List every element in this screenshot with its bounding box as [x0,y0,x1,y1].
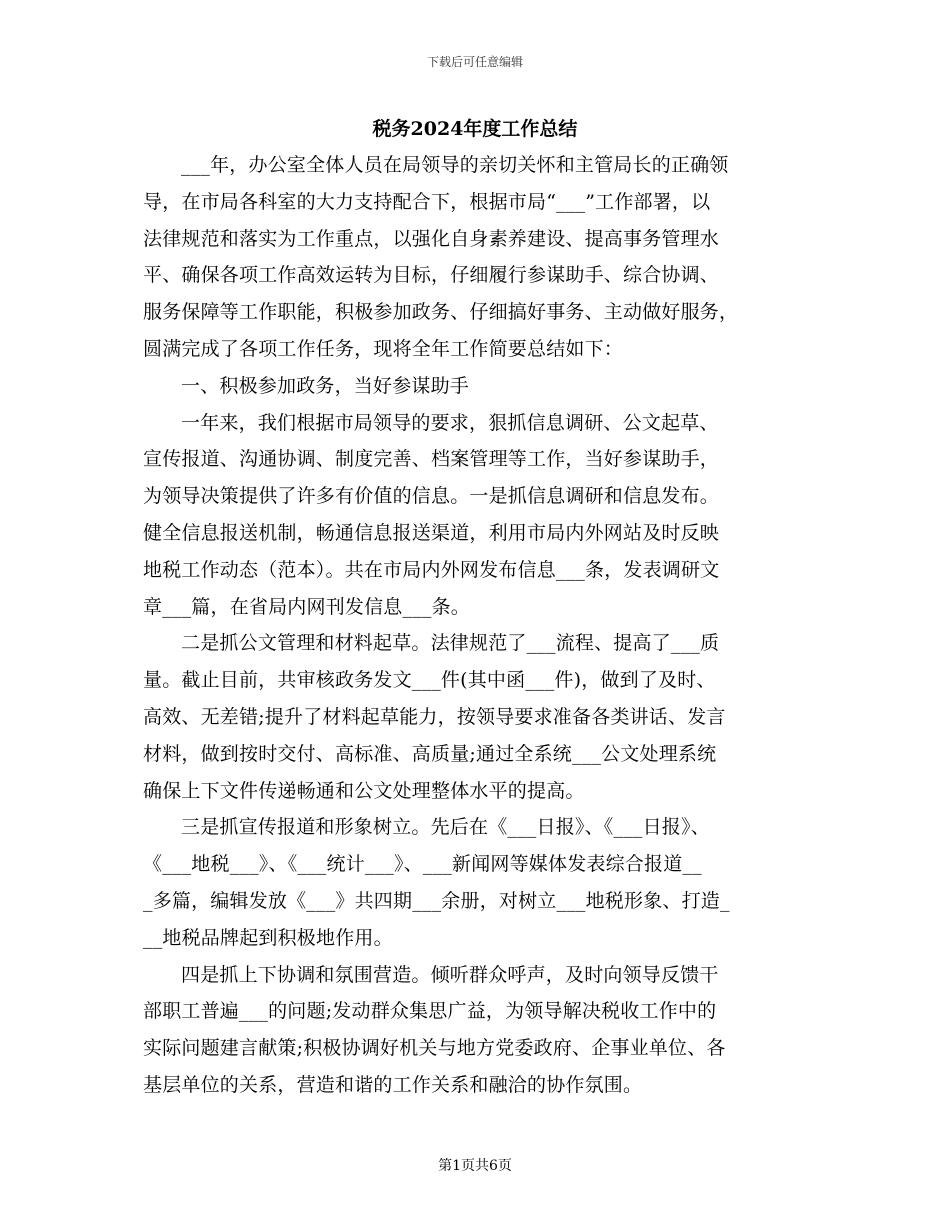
paragraph-intro: ___年，办公室全体人员在局领导的亲切关怀和主管局长的正确领 导，在市局各科室的大力支持配合下，根据市局“___”工作部署，以 法律规范和落实为工作重点，以强化自身素养建设、提高事务管理水 平、确保各项工作高效运转为目标，仔细履行参谋助手、综合协调、 服务保障等工作职能，积极参加政务、仔细搞好事务、主动做好服务， 圆满完成了各项工作任务，现将全年工作简要总结如下： [143,154,739,360]
paragraph-document-management: 二是抓公文管理和材料起草。法律规范了___流程、提高了___质 量。截止目前，共审核政务发文___件(其中函___件)，做到了及时、 高效、无差错;提升了材料起草能力，按领导要求准备各类讲话、发言 材料，做到按时交付、高标准、高质量;通过全系统___公文处理系统 确保上下文件传递畅通和公文处理整体水平的提高。 [143,632,726,802]
paragraph-publicity: 三是抓宣传报道和形象树立。先后在《___日报》、《___日报》、 《___地税___》、《___统计___》、___新闻网等媒体发表综合报道__ _多篇，编辑发放《___》共四期___余册，对树立___地税形象、打造_ __地税品牌起到积极地作用。 [143,816,730,949]
paragraph-coordination: 四是抓上下协调和氛围营造。倾听群众呼声，及时向领导反馈干 部职工普遍___的问题;发动群众集思广益，为领导解决税收工作中的 实际问题建言献策;积极协调好机关与地方党委政府、企事业单位、各 基层单位的关系，营造和谐的工作关系和融洽的协作氛围。 [143,963,726,1096]
paragraph-info-research: 一年来，我们根据市局领导的要求，狠抓信息调研、公文起草、 宣传报道、沟通协调、制度完善、档案管理等工作，当好参谋助手， 为领导决策提供了许多有价值的信息。一是抓信息调研和信息发布。 健全信息报送机制，畅通信息报送渠道，利用市局内外网站及时反映 地税工作动态（范本）。共在市局内外网发布信息___条，发表调研文 章___篇，在省局内网刊发信息___条。 [143,411,720,618]
page-number: 第1页共6页 [438,1158,512,1174]
document-body [143,147,809,1104]
header-note: 下载后可任意编辑 [426,55,523,69]
document-title: 税务2024年度工作总结 [372,118,578,140]
section-heading-1: 一、积极参加政务，当好参谋助手 [181,374,470,397]
